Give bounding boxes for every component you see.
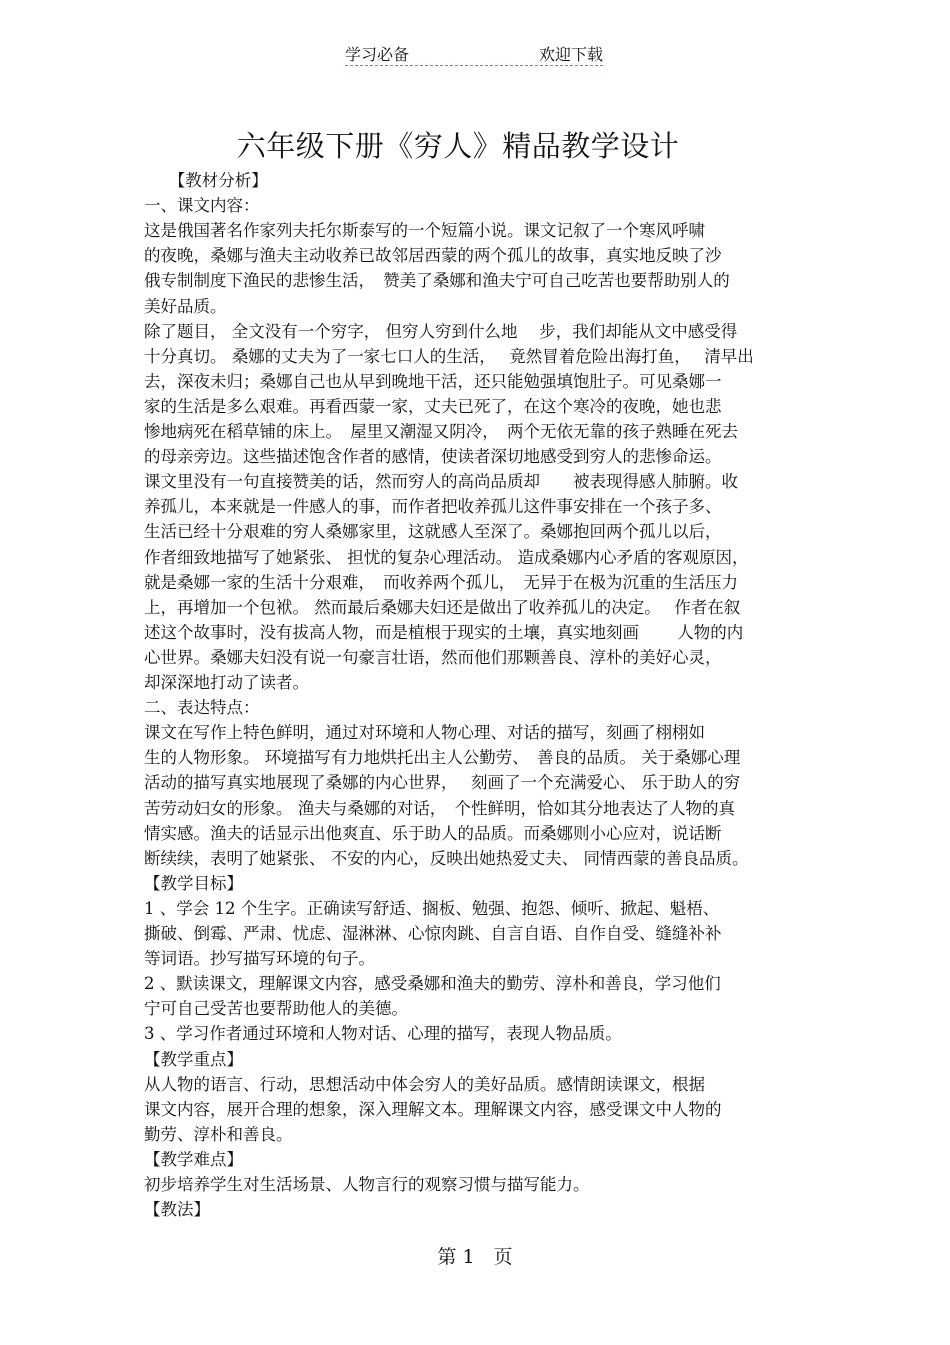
- text-line: 生活已经十分艰难的穷人桑娜家里，这就感人至深了。桑娜抱回两个孤儿以后，: [144, 522, 722, 542]
- text-line: 这是俄国著名作家列夫托尔斯泰写的一个短篇小说。课文记叙了一个寒风呼啸: [144, 221, 705, 241]
- text-line: 心世界。桑娜夫妇没有说一句豪言壮语，然而他们那颗善良、淳朴的美好心灵，: [144, 647, 722, 667]
- text-line: 的母亲旁边。这些描述饱含作者的感情，使读者深切地感受到穷人的悲惨命运。: [144, 447, 722, 467]
- text-line: 初步培养学生对生活场景、人物言行的观察习惯与描写能力。: [144, 1175, 590, 1194]
- text-line: 俄专制制度下渔民的悲惨生活， 赞美了桑娜和渔夫宁可自己吃苦也要帮助别人的: [144, 271, 730, 291]
- text-line: 家的生活是多么艰难。再看西蒙一家，丈夫已死了，在这个寒冷的夜晚，她也悲: [144, 396, 722, 416]
- text-line: 活动的描写真实地展现了桑娜的内心世界， 刻画了一个充满爱心、 乐于助人的穷: [144, 773, 741, 793]
- text-line: 2 、默读课文，理解课文内容，感受桑娜和渔夫的勤劳、淳朴和善良，学习他们: [144, 974, 721, 994]
- text-line: 一、课文内容：: [144, 196, 260, 216]
- text-line: 从人物的语言、行动，思想活动中体会穷人的美好品质。感情朗读课文，根据: [144, 1074, 705, 1094]
- text-line: 【教法】: [144, 1200, 210, 1220]
- text-line: 情实感。渔夫的话显示出他爽直、乐于助人的品质。而桑娜则小心应对，说话断: [144, 823, 722, 843]
- text-line: 养孤儿，本来就是一件感人的事，而作者把收养孤儿这件事安排在一个孩子多、: [144, 497, 722, 517]
- text-line: 却深深地打动了读者。: [144, 673, 309, 692]
- text-line: 十分真切。 桑娜的丈夫为了一家七口人的生活， 竟然冒着危险出海打鱼， 清早出: [144, 346, 754, 366]
- text-line: 述这个故事时，没有拔高人物，而是植根于现实的土壤，真实地刻画 人物的内: [144, 622, 744, 642]
- text-line: 1 、学会 12 个生字。正确读写舒适、搁板、勉强、抱怨、倾听、掀起、魁梧、: [144, 898, 720, 918]
- text-line: 撕破、倒霉、严肃、忧虑、湿淋淋、心惊肉跳、自言自语、自作自受、缝缝补补: [144, 924, 722, 943]
- text-line: 【教学重点】: [144, 1049, 243, 1069]
- text-line: 3 、学习作者通过环境和人物对话、心理的描写，表现人物品质。: [144, 1024, 622, 1044]
- text-line: 苦劳动妇女的形象。 渔夫与桑娜的对话， 个性鲜明，恰如其分地表达了人物的真: [144, 798, 735, 818]
- text-line: 惨地病死在稻草铺的床上。 屋里又潮湿又阴冷， 两个无依无靠的孩子熟睡在死去: [144, 422, 738, 441]
- text-line: 【教学目标】: [144, 873, 243, 893]
- header-right-text: 欢迎下载: [538, 45, 603, 64]
- text-line: 宁可自己受苦也要帮助他人的美德。: [144, 999, 408, 1019]
- text-line: 美好品质。: [144, 296, 227, 316]
- document-title: 六年级下册《穷人》精品教学设计: [236, 129, 680, 163]
- text-line: 【教学难点】: [144, 1149, 243, 1169]
- text-line: 课文里没有一句直接赞美的话，然而穷人的高尚品质却 被表现得感人肺腑。收: [144, 472, 738, 492]
- text-line: 勤劳、淳朴和善良。: [144, 1124, 293, 1144]
- text-line: 去，深夜未归；桑娜自己也从早到晚地干活，还只能勉强填饱肚子。可见桑娜一: [144, 371, 722, 391]
- text-line: 课文在写作上特色鲜明，通过对环境和人物心理、对话的描写，刻画了栩栩如: [144, 723, 705, 743]
- text-line: 【教材分析】: [144, 171, 268, 190]
- text-line: 等词语。抄写描写环境的句子。: [144, 949, 375, 969]
- text-line: 的夜晚，桑娜与渔夫主动收养已故邻居西蒙的两个孤儿的故事，真实地反映了沙: [144, 246, 722, 266]
- text-line: 生的人物形象。 环境描写有力地烘托出主人公勤劳、 善良的品质。 关于桑娜心理: [144, 748, 741, 768]
- text-line: 除了题目， 全文没有一个穷字， 但穷人穷到什么地 步，我们却能从文中感受得: [144, 321, 738, 341]
- text-line: 就是桑娜一家的生活十分艰难， 而收养两个孤儿， 无异于在极为沉重的生活压力: [144, 572, 738, 592]
- header-left-text: 学习必备: [345, 45, 410, 64]
- text-line: 二、表达特点：: [144, 698, 260, 718]
- text-line: 断续续，表明了她紧张、 不安的内心，反映出她热爱丈夫、 同情西蒙的善良品质。: [144, 848, 749, 868]
- text-line: 课文内容，展开合理的想象，深入理解文本。理解课文内容，感受课文中人物的: [144, 1099, 722, 1119]
- text-line: 上，再增加一个包袱。 然而最后桑娜夫妇还是做出了收养孤儿的决定。 作者在叙: [144, 597, 741, 617]
- text-line: 作者细致地描写了她紧张、 担忧的复杂心理活动。 造成桑娜内心矛盾的客观原因，: [144, 547, 749, 567]
- page-header: [345, 40, 603, 66]
- page-number: 第 1 页: [437, 1246, 513, 1268]
